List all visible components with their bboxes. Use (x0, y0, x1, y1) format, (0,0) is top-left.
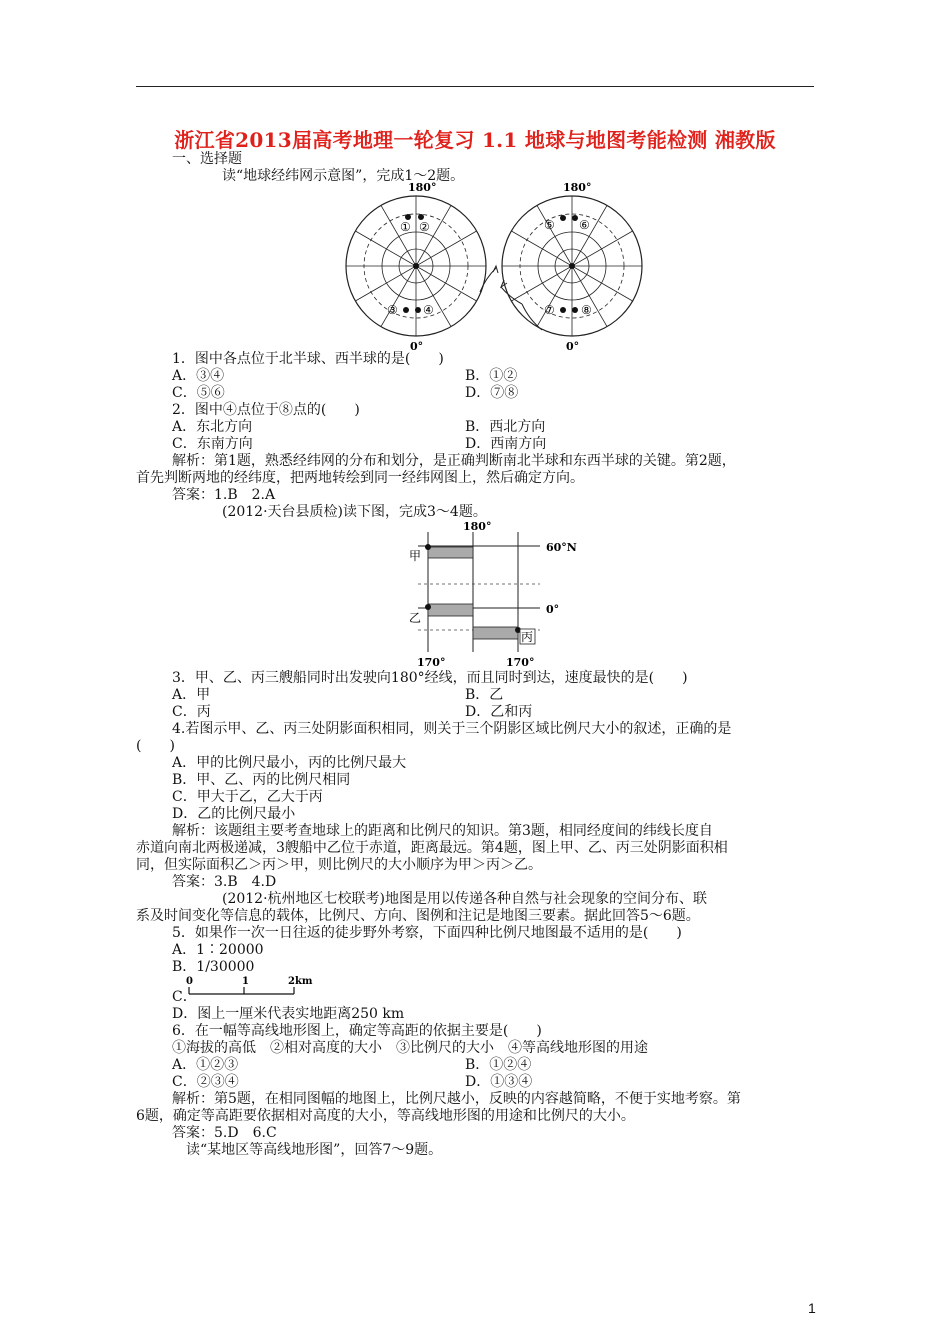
q6-option-b: B．①②④ (465, 1057, 532, 1073)
scale-bar (184, 974, 324, 1000)
q4-option-a: A．甲的比例尺最小，丙的比例尺最大 (172, 755, 407, 771)
q3-option-c: C．丙 (172, 704, 211, 720)
q3-option-d: D．乙和丙 (465, 704, 533, 720)
header-rule (136, 86, 814, 87)
q5-option-b: B．1/30000 (172, 959, 255, 975)
q5-option-d: D．图上一厘米代表实地距离250 km (172, 1006, 405, 1022)
q4-option-b: B．甲、乙、丙的比例尺相同 (172, 772, 351, 788)
q3-option-b: B．乙 (465, 687, 504, 703)
fig1-top-label-right: 180° (563, 181, 592, 194)
explanation-3-4-line1: 解析：该题组主要考查地球上的距离和比例尺的知识。第3题，相同经度间的纬线长度自 (172, 823, 713, 839)
intro-q7-9: 读“某地区等高线地形图”，回答7～9题。 (186, 1142, 443, 1158)
right-rotation-arrow (522, 304, 542, 330)
point-1-label: ① (400, 220, 411, 234)
ship-yi-dot (425, 604, 431, 610)
explanation-1-2-line2: 首先判断两地的经纬度，把两地转绘到同一经纬网图上，然后确定方向。 (136, 470, 584, 486)
page-number: 1 (808, 1300, 816, 1316)
ship-jia-label: 甲 (409, 549, 422, 563)
q4-stem: 4.若图示甲、乙、丙三处阴影面积相同，则关于三个阴影区域比例尺大小的叙述，正确的是 (172, 721, 732, 737)
scale-label-0: 0 (186, 976, 193, 987)
point-6-dot (572, 215, 578, 221)
scale-label-1: 1 (242, 976, 249, 987)
ships-diagram (400, 518, 600, 670)
right-south-pole (569, 263, 575, 269)
left-north-pole (413, 263, 419, 269)
fig2-lat60-label: 60°N (546, 541, 577, 554)
intro-q3-4: (2012·天台县质检)读下图，完成3～4题。 (222, 504, 487, 520)
q6-option-d: D．①③④ (465, 1074, 533, 1090)
point-7-dot (560, 307, 566, 313)
q4-option-d: D．乙的比例尺最小 (172, 806, 296, 822)
explanation-1-2-line1: 解析：第1题，熟悉经纬网的分布和划分，是正确判断南北半球和东西半球的关键。第2题， (172, 453, 736, 469)
shaded-area-jia (428, 547, 473, 558)
explanation-5-6-line2: 6题，确定等高距要依据相对高度的大小，等高线地形图的用途和比例尺的大小。 (136, 1108, 635, 1124)
q5-stem: 5．如果作一次一日往返的徒步野外考察，下面四种比例尺地图最不适用的是( ) (172, 925, 682, 941)
scale-label-2km: 2km (288, 976, 313, 987)
q6-statements: ①海拔的高低 ②相对高度的大小 ③比例尺的大小 ④等高线地形图的用途 (172, 1040, 648, 1056)
q6-stem: 6．在一幅等高线地形图上，确定等高距的依据主要是( ) (172, 1023, 542, 1039)
q4-option-c: C．甲大于乙，乙大于丙 (172, 789, 323, 805)
q1-option-a: A．③④ (172, 368, 225, 384)
fig2-lat0-label: 0° (546, 603, 560, 616)
q2-option-b: B．西北方向 (465, 419, 546, 435)
intro-q5-6-line2: 系及时间变化等信息的载体，比例尺、方向、图例和注记是地图三要素。据此回答5～6题。 (136, 908, 700, 924)
q1-stem: 1．图中各点位于北半球、西半球的是( ) (172, 351, 444, 367)
q3-option-a: A．甲 (172, 687, 211, 703)
q1-option-c: C．⑤⑥ (172, 385, 225, 401)
fig1-bottom-label-left: 0° (410, 340, 424, 352)
answer-5-6: 答案：5.D 6.C (172, 1125, 277, 1141)
scale-bar-lines (189, 987, 294, 994)
answer-1-2: 答案：1.B 2.A (172, 487, 276, 503)
explanation-5-6-line1: 解析：第5题，在相同图幅的地图上，比例尺越小，反映的内容越简略，不便于实地考察。第 (172, 1091, 741, 1107)
q5-option-c: C． (172, 989, 197, 1005)
point-2-label: ② (419, 220, 430, 234)
answer-3-4: 答案：3.B 4.D (172, 874, 277, 890)
q2-stem: 2．图中④点位于⑧点的( ) (172, 402, 360, 418)
ship-bing-label: 丙 (521, 630, 534, 644)
q4-paren: ( ) (136, 738, 175, 754)
point-4-label: ④ (423, 303, 434, 317)
ship-yi-label: 乙 (409, 611, 422, 625)
point-4-dot (415, 307, 421, 313)
q6-option-c: C．②③④ (172, 1074, 239, 1090)
q1-option-b: B．①② (465, 368, 518, 384)
intro-q5-6-line1: (2012·杭州地区七校联考)地图是用以传递各种自然与社会现象的空间分布、联 (222, 891, 708, 907)
polar-graticule-figure (330, 180, 660, 352)
q2-option-d: D．西南方向 (465, 436, 547, 452)
point-7-label: ⑦ (544, 303, 555, 317)
q1-option-d: D．⑦⑧ (465, 385, 519, 401)
point-3-dot (403, 307, 409, 313)
point-5-dot (560, 215, 566, 221)
q6-option-a: A．①②③ (172, 1057, 239, 1073)
point-5-label: ⑤ (544, 218, 555, 232)
page-title: 浙江省2013届高考地理一轮复习 1.1 地球与地图考能检测 湘教版 (174, 128, 776, 152)
q2-option-c: C．东南方向 (172, 436, 253, 452)
shaded-area-bing (473, 627, 518, 639)
point-8-dot (572, 307, 578, 313)
fig2-bottom-left-label: 170° (417, 656, 446, 669)
point-8-label: ⑧ (581, 303, 592, 317)
q5-option-a: A．1∶20000 (172, 942, 264, 958)
point-3-label: ③ (387, 303, 398, 317)
fig1-bottom-label-right: 0° (566, 340, 580, 352)
fig2-top-label: 180° (463, 520, 492, 533)
intro-q1-2: 读“地球经纬网示意图”，完成1～2题。 (222, 168, 465, 184)
q3-stem: 3．甲、乙、丙三艘船同时出发驶向180°经线，而且同时到达，速度最快的是( ) (172, 670, 688, 686)
left-arrowhead (493, 266, 498, 273)
section-heading: 一、选择题 (172, 151, 242, 167)
explanation-3-4-line3: 同，但实际面积乙＞丙＞甲，则比例尺的大小顺序为甲＞丙＞乙。 (136, 857, 542, 873)
point-6-label: ⑥ (579, 218, 590, 232)
fig2-bottom-right-label: 170° (506, 656, 535, 669)
ship-jia-dot (425, 544, 431, 550)
fig1-top-label-left: 180° (408, 181, 437, 194)
explanation-3-4-line2: 赤道向南北两极递减，3艘船中乙位于赤道，距离最远。第4题，图上甲、乙、丙三处阴影面积相 (136, 840, 728, 856)
shaded-area-yi (428, 604, 473, 616)
q2-option-a: A．东北方向 (172, 419, 253, 435)
